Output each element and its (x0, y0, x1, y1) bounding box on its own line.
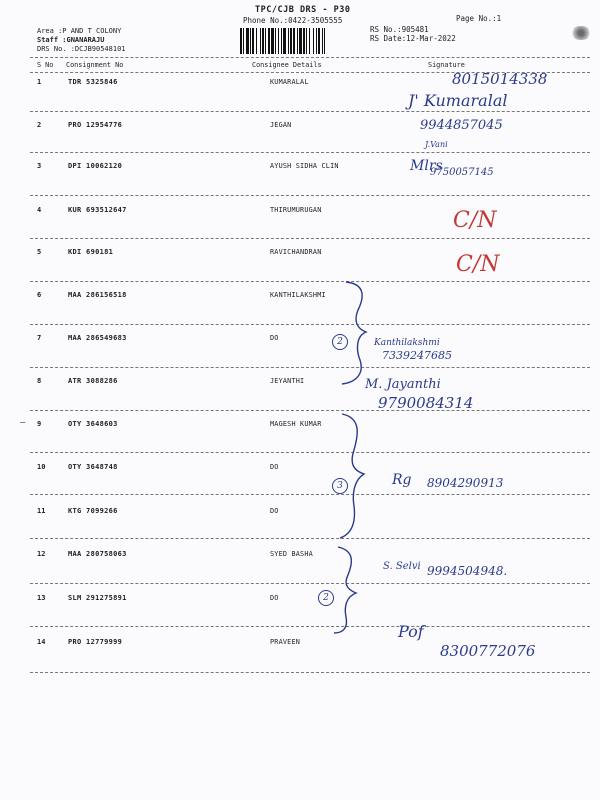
row-serial-number: 9 (37, 420, 42, 428)
row-divider (30, 583, 590, 584)
signature-name-12: S. Selvi (383, 561, 421, 572)
brace-group-3 (330, 545, 370, 635)
row-consignment-number: DPI 10062120 (68, 162, 123, 170)
sheet-title: TPC/CJB DRS - P30 (255, 5, 351, 15)
row-consignment-number: MAA 286156518 (68, 291, 127, 299)
drs-number: DRS No. :DCJB90548101 (37, 45, 126, 53)
signature-name-7: Kanthilakshmi (374, 338, 440, 348)
row-divider (30, 626, 590, 627)
row-consignee-name: DO (270, 463, 279, 471)
area-text: Area :P AND T COLONY (37, 27, 122, 35)
brace-group-1 (336, 280, 376, 386)
signature-phone-12: 9994504948. (427, 564, 508, 578)
barcode-bar (325, 28, 328, 54)
signature-cn-4: C/N (453, 208, 497, 233)
row-consignee-name: JEYANTHI (270, 377, 305, 385)
barcode (240, 28, 362, 54)
row-divider (30, 111, 590, 112)
row-consignment-number: TDR 5325846 (68, 78, 118, 86)
hole-punch-mark (570, 26, 592, 40)
row-consignee-name: RAVICHANDRAN (270, 248, 322, 256)
signature-phone-14: 8300772076 (440, 642, 536, 660)
row-consignee-name: DO (270, 507, 279, 515)
row-serial-number: 4 (37, 206, 42, 214)
row-consignee-name: KUMARALAL (270, 78, 309, 86)
staff-text: Staff :GNANARAJU (37, 36, 105, 44)
row-consignee-name: KANTHILAKSHMI (270, 291, 326, 299)
row-divider (30, 281, 590, 282)
row-serial-number: 12 (37, 550, 46, 558)
signature-mark-14: Pof (398, 622, 424, 641)
row-consignment-number: OTY 3648748 (68, 463, 118, 471)
row-divider (30, 538, 590, 539)
row-consignee-name: DO (270, 594, 279, 602)
signature-mark-10: Rg (392, 472, 412, 488)
page-number: Page No.:1 (456, 14, 502, 23)
signature-phone-7: 7339247685 (382, 349, 452, 362)
row-serial-number: 5 (37, 248, 42, 256)
row-serial-number: 1 (37, 78, 42, 86)
row-divider (30, 238, 590, 239)
row-consignment-number: PRO 12954776 (68, 121, 123, 129)
row-consignment-number: PRO 12779999 (68, 638, 123, 646)
row-divider (30, 494, 590, 495)
col-sno-header: S No (37, 61, 54, 69)
row-divider (30, 324, 590, 325)
signature-phone-8: 9790084314 (378, 394, 474, 412)
row-consignment-number: ATR 3088286 (68, 377, 118, 385)
row-serial-number: 14 (37, 638, 46, 646)
rs-date: RS Date:12-Mar-2022 (370, 34, 456, 43)
row-divider (30, 195, 590, 196)
signature-phone-2: 9944857045 (420, 118, 503, 133)
signature-mark-8: M. Jayanthi (365, 377, 441, 392)
row-consignee-name: JEGAN (270, 121, 292, 129)
row-consignee-name: SYED BASHA (270, 550, 313, 558)
row-consignee-name: THIRUMURUGAN (270, 206, 322, 214)
row-consignee-name: DO (270, 334, 279, 342)
signature-mark-3: Mlrs (410, 158, 443, 174)
col-signature-header: Signature (428, 61, 465, 69)
row-consignment-number: MAA 286549683 (68, 334, 127, 342)
row-serial-number: 13 (37, 594, 46, 602)
row-divider (30, 152, 590, 153)
row-consignment-number: SLM 291275891 (68, 594, 127, 602)
row-consignee-name: AYUSH SIDHA CLIN (270, 162, 339, 170)
header-info-block (37, 27, 126, 54)
row-serial-number: 2 (37, 121, 42, 129)
phone-number: Phone No.:0422-3505555 (243, 16, 343, 25)
rs-info-block (370, 25, 456, 43)
brace-group-2 (336, 410, 376, 540)
rs-number: RS No.:905481 (370, 25, 429, 34)
signature-cn-5: C/N (456, 252, 500, 277)
col-consignee-header: Consignee Details (252, 61, 322, 69)
group-count-circle: 2 (318, 590, 334, 606)
row-serial-number: 10 (37, 463, 46, 471)
row-serial-number: 11 (37, 507, 46, 515)
signature-name-2: J.Vani (425, 140, 448, 149)
group-count-circle: 2 (332, 334, 348, 350)
row-serial-number: 6 (37, 291, 42, 299)
row-consignment-number: MAA 280758063 (68, 550, 127, 558)
signature-phone-3: 9750057145 (430, 167, 494, 178)
row-consignment-number: KUR 693512647 (68, 206, 127, 214)
row-consignment-number: KTG 7099266 (68, 507, 118, 515)
group-count-circle: 3 (332, 478, 348, 494)
row-divider (30, 452, 590, 453)
row-serial-number: 7 (37, 334, 42, 342)
row-serial-number: 8 (37, 377, 42, 385)
divider (30, 57, 590, 58)
col-consignment-header: Consignment No (66, 61, 124, 69)
margin-mark: — (20, 418, 26, 428)
row-consignee-name: PRAVEEN (270, 638, 301, 646)
row-divider (30, 410, 590, 411)
signature-phone-1: 8015014338 (452, 70, 548, 88)
row-divider (30, 367, 590, 368)
row-serial-number: 3 (37, 162, 42, 170)
row-divider (30, 672, 590, 673)
row-consignment-number: OTY 3648603 (68, 420, 118, 428)
signature-phone-10: 8904290913 (427, 476, 504, 490)
row-consignment-number: KDI 690181 (68, 248, 114, 256)
row-consignee-name: MAGESH KUMAR (270, 420, 322, 428)
signature-name-1: J' Kumaralal (408, 91, 508, 110)
